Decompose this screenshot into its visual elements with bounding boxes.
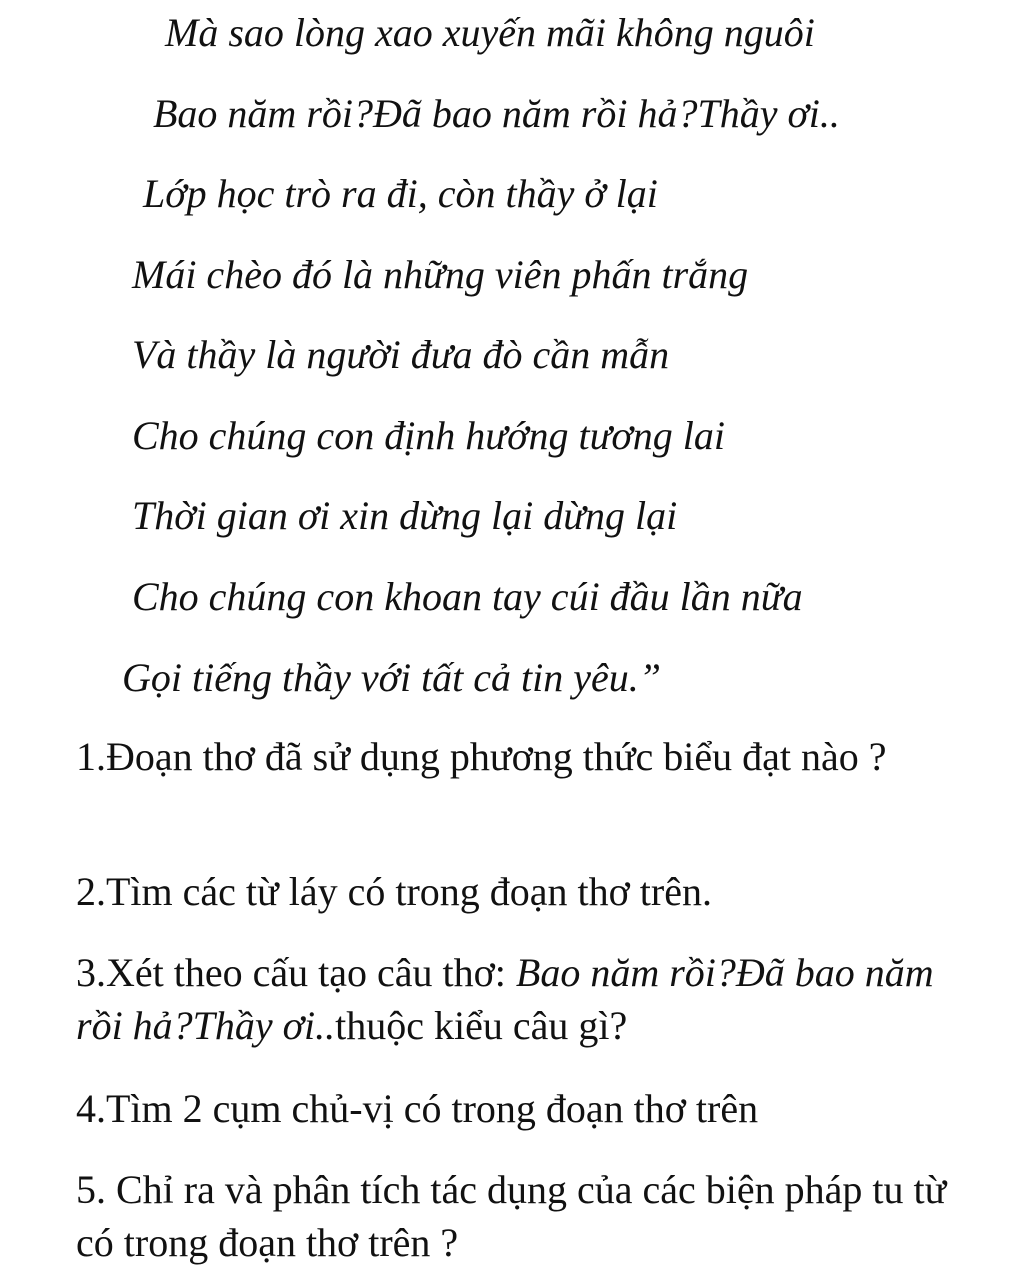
question-2: 2.Tìm các từ láy có trong đoạn thơ trên. — [76, 869, 712, 914]
poem-line-9: Gọi tiếng thầy với tất cả tin yêu.” — [122, 655, 662, 700]
poem-line-6: Cho chúng con định hướng tương lai — [132, 413, 725, 458]
question-1: 1.Đoạn thơ đã sử dụng phương thức biểu đạt nào ? — [76, 734, 887, 779]
poem-line-4: Mái chèo đó là những viên phấn trắng — [132, 252, 749, 297]
poem-line-2: Bao năm rồi?Đã bao năm rồi hả?Thầy ơi.. — [153, 91, 840, 136]
question-5: 5. Chỉ ra và phân tích tác dụng của các biện pháp tu từ có trong đoạn thơ trên ? — [76, 1167, 947, 1265]
poem-line-5: Và thầy là người đưa đò cần mẫn — [132, 332, 670, 377]
question-3-prefix: 3.Xét theo cấu tạo câu thơ: — [76, 950, 516, 995]
question-3-quote: Bao năm rồi?Đã bao năm rồi hả?Thầy ơi.. — [76, 950, 934, 1048]
question-4: 4.Tìm 2 cụm chủ-vị có trong đoạn thơ trên — [76, 1086, 759, 1131]
question-3-suffix: thuộc kiểu câu gì? — [335, 1003, 628, 1048]
poem-line-7: Thời gian ơi xin dừng lại dừng lại — [132, 493, 678, 538]
question-3 — [76, 946, 956, 1052]
poem-line-3: Lớp học trò ra đi, còn thầy ở lại — [143, 171, 658, 216]
poem-line-1: Mà sao lòng xao xuyến mãi không nguôi — [165, 10, 815, 55]
poem-line-8: Cho chúng con khoan tay cúi đầu lần nữa — [132, 574, 803, 619]
